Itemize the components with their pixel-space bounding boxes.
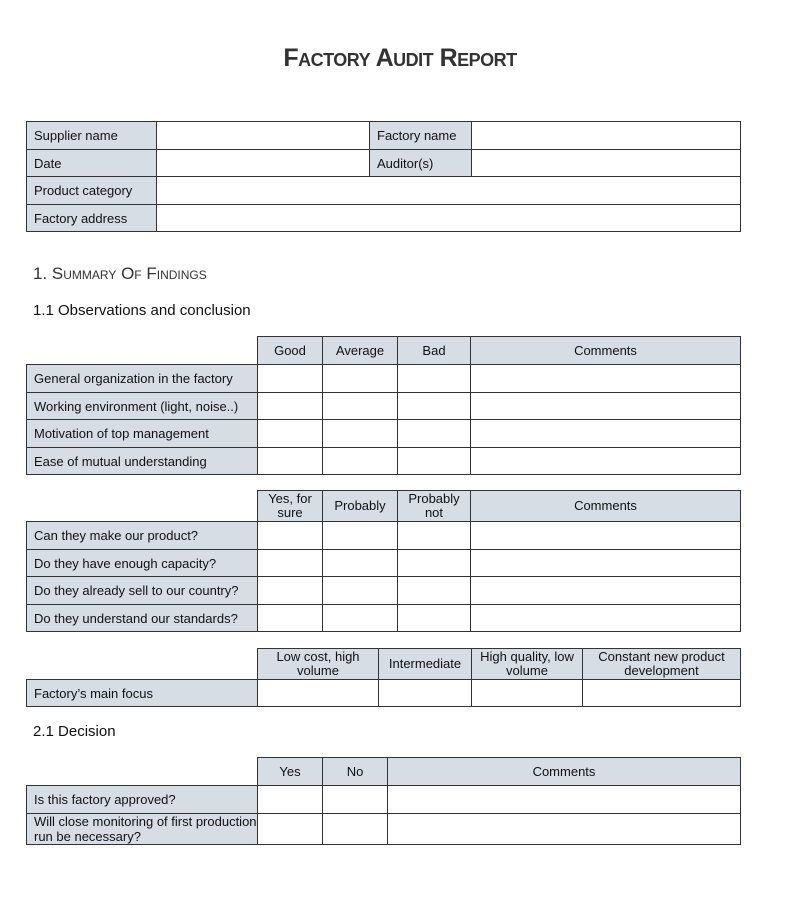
good-cell[interactable]	[258, 365, 323, 393]
new-product-development-cell[interactable]	[583, 680, 741, 707]
column-header-comments: Comments	[471, 491, 741, 522]
no-cell[interactable]	[323, 814, 388, 845]
probably-not-cell[interactable]	[398, 577, 471, 605]
row-label: Is this factory approved?	[27, 786, 258, 814]
row-label: Do they already sell to our country?	[27, 577, 258, 605]
column-header-probably-not: Probably not	[398, 491, 471, 522]
table-row	[27, 393, 741, 420]
column-header-low-cost: Low cost, high volume	[258, 649, 379, 680]
observations-table	[26, 336, 741, 475]
capability-table	[26, 490, 741, 632]
factory-address-field[interactable]	[157, 205, 741, 232]
yes-for-sure-cell[interactable]	[258, 605, 323, 632]
table-row	[27, 814, 741, 845]
good-cell[interactable]	[258, 448, 323, 475]
column-header-yes-for-sure: Yes, for sure	[258, 491, 323, 522]
comments-cell[interactable]	[471, 522, 741, 550]
column-header-good: Good	[258, 337, 323, 365]
row-label: Do they have enough capacity?	[27, 550, 258, 577]
comments-cell[interactable]	[471, 393, 741, 420]
probably-not-cell[interactable]	[398, 522, 471, 550]
factory-address-label: Factory address	[27, 205, 157, 232]
table-corner	[27, 491, 258, 522]
column-header-bad: Bad	[398, 337, 471, 365]
column-header-comments: Comments	[471, 337, 741, 365]
average-cell[interactable]	[323, 393, 398, 420]
date-field[interactable]	[157, 150, 370, 177]
date-label: Date	[27, 150, 157, 177]
bad-cell[interactable]	[398, 393, 471, 420]
header-info-table	[26, 121, 741, 232]
row-label: Working environment (light, noise..)	[27, 393, 258, 420]
column-header-high-quality: High quality, low volume	[472, 649, 583, 680]
yes-cell[interactable]	[258, 786, 323, 814]
intermediate-cell[interactable]	[379, 680, 472, 707]
table-row	[27, 786, 741, 814]
column-header-no: No	[323, 758, 388, 786]
comments-cell[interactable]	[471, 420, 741, 448]
probably-cell[interactable]	[323, 522, 398, 550]
factory-name-label: Factory name	[370, 122, 472, 150]
factory-name-field[interactable]	[472, 122, 741, 150]
column-header-new-product-development: Constant new product development	[583, 649, 741, 680]
yes-for-sure-cell[interactable]	[258, 577, 323, 605]
bad-cell[interactable]	[398, 448, 471, 475]
column-header-average: Average	[323, 337, 398, 365]
average-cell[interactable]	[323, 420, 398, 448]
comments-cell[interactable]	[471, 550, 741, 577]
column-header-comments: Comments	[388, 758, 741, 786]
comments-cell[interactable]	[471, 605, 741, 632]
comments-cell[interactable]	[388, 814, 741, 845]
column-header-probably: Probably	[323, 491, 398, 522]
row-label: Motivation of top management	[27, 420, 258, 448]
table-row	[27, 550, 741, 577]
table-row	[27, 448, 741, 475]
bad-cell[interactable]	[398, 365, 471, 393]
section-heading-summary: 1. Summary Of Findings	[33, 264, 207, 283]
yes-for-sure-cell[interactable]	[258, 550, 323, 577]
table-corner	[27, 337, 258, 365]
auditors-label: Auditor(s)	[370, 150, 472, 177]
table-row	[27, 577, 741, 605]
probably-not-cell[interactable]	[398, 550, 471, 577]
table-corner	[27, 649, 258, 680]
row-label: Can they make our product?	[27, 522, 258, 550]
comments-cell[interactable]	[471, 448, 741, 475]
row-label: Ease of mutual understanding	[27, 448, 258, 475]
focus-table	[26, 648, 741, 707]
column-header-intermediate: Intermediate	[379, 649, 472, 680]
good-cell[interactable]	[258, 420, 323, 448]
document-title: Factory Audit Report	[283, 44, 517, 72]
comments-cell[interactable]	[388, 786, 741, 814]
product-category-field[interactable]	[157, 177, 741, 205]
decision-table	[26, 757, 741, 845]
row-label: Do they understand our standards?	[27, 605, 258, 632]
yes-cell[interactable]	[258, 814, 323, 845]
probably-cell[interactable]	[323, 577, 398, 605]
subheading-decision: 2.1 Decision	[33, 723, 116, 740]
average-cell[interactable]	[323, 448, 398, 475]
product-category-label: Product category	[27, 177, 157, 205]
no-cell[interactable]	[323, 786, 388, 814]
table-row	[27, 365, 741, 393]
table-corner	[27, 758, 258, 786]
column-header-yes: Yes	[258, 758, 323, 786]
good-cell[interactable]	[258, 393, 323, 420]
low-cost-cell[interactable]	[258, 680, 379, 707]
supplier-name-field[interactable]	[157, 122, 370, 150]
high-quality-cell[interactable]	[472, 680, 583, 707]
table-row	[27, 680, 741, 707]
row-label: General organization in the factory	[27, 365, 258, 393]
bad-cell[interactable]	[398, 420, 471, 448]
auditors-field[interactable]	[472, 150, 741, 177]
yes-for-sure-cell[interactable]	[258, 522, 323, 550]
row-label: Will close monitoring of first production run be necessary?	[27, 814, 258, 845]
probably-cell[interactable]	[323, 550, 398, 577]
average-cell[interactable]	[323, 365, 398, 393]
table-row	[27, 522, 741, 550]
subheading-observations: 1.1 Observations and conclusion	[33, 302, 251, 319]
probably-not-cell[interactable]	[398, 605, 471, 632]
probably-cell[interactable]	[323, 605, 398, 632]
row-label: Factory’s main focus	[27, 680, 258, 707]
supplier-name-label: Supplier name	[27, 122, 157, 150]
comments-cell[interactable]	[471, 577, 741, 605]
comments-cell[interactable]	[471, 365, 741, 393]
table-row	[27, 420, 741, 448]
table-row	[27, 605, 741, 632]
